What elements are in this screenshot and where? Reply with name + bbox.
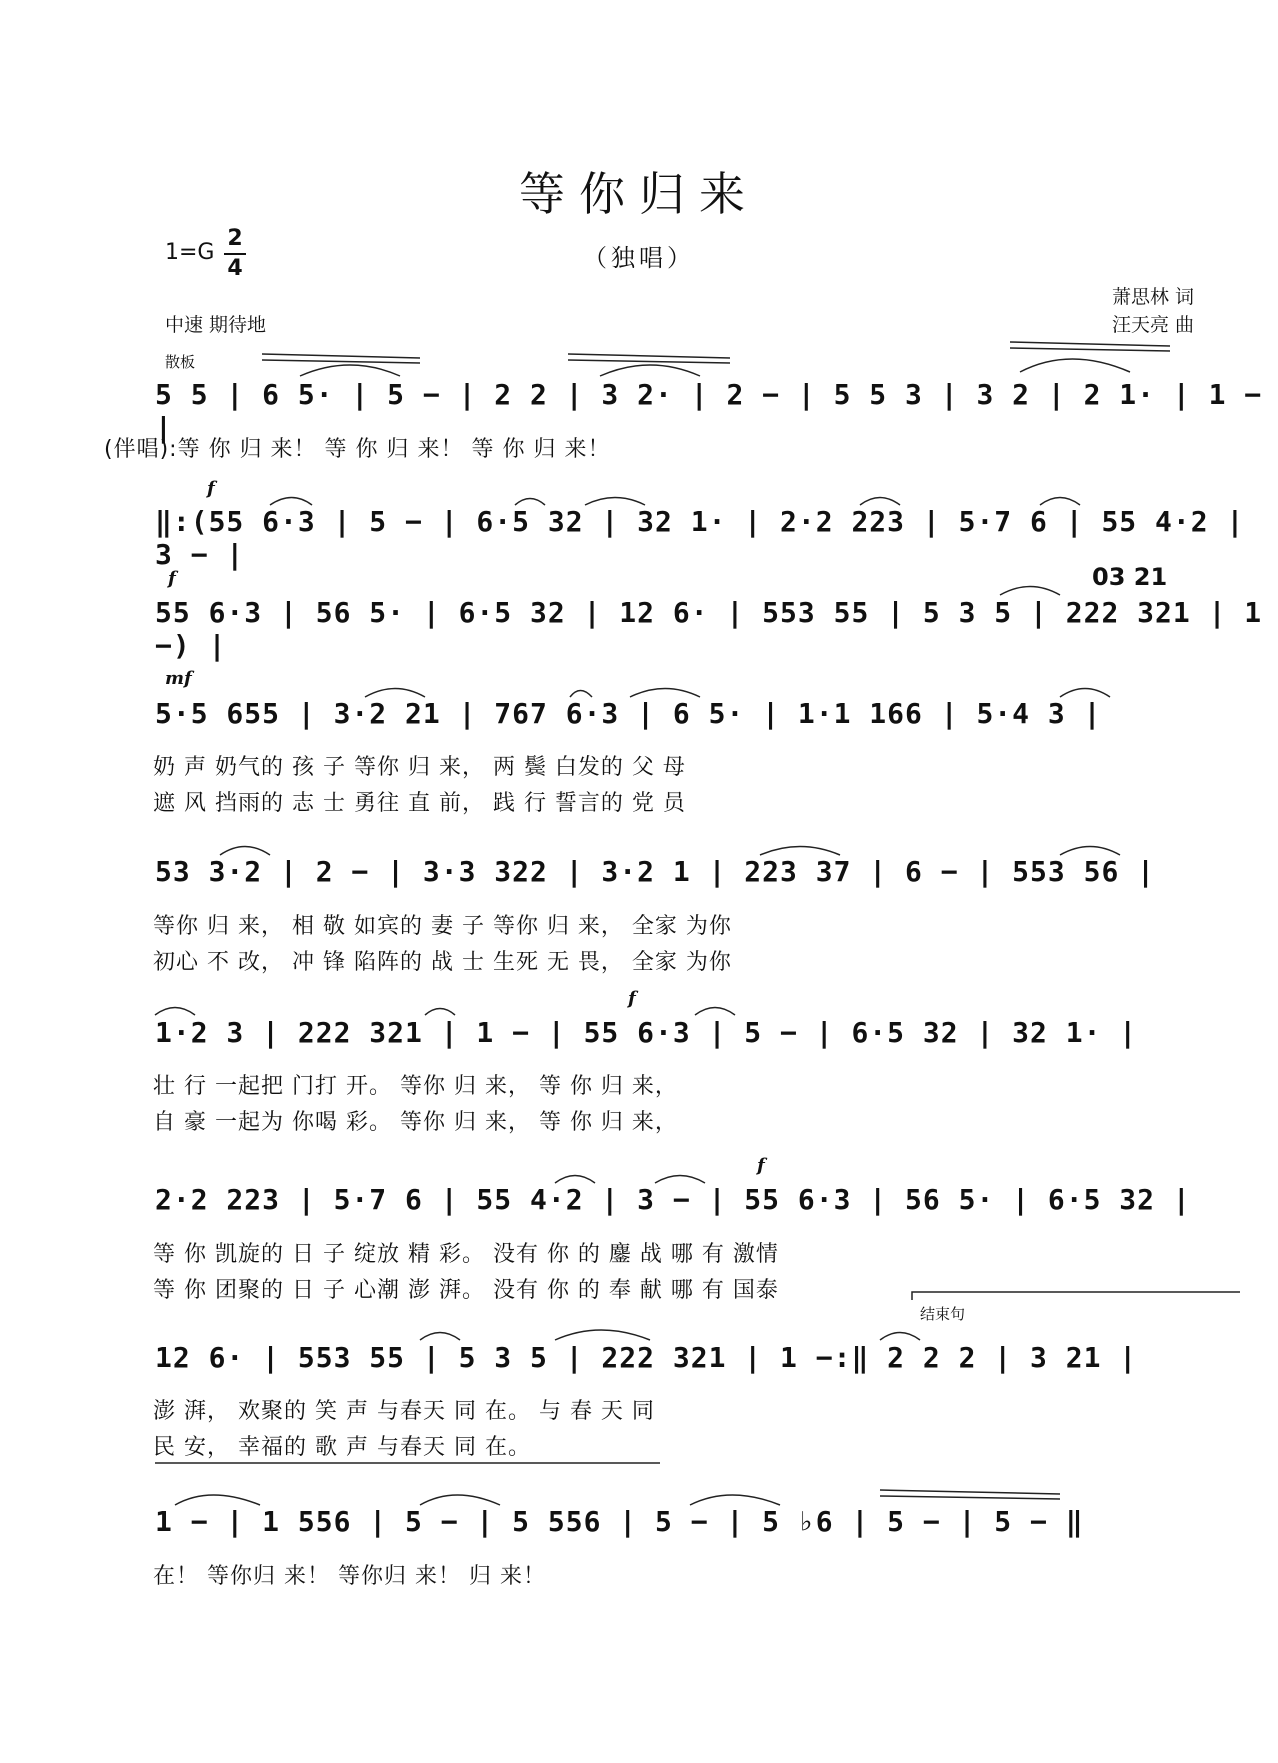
slur: [420, 1495, 500, 1505]
ending-notes: 03 21: [1092, 563, 1168, 591]
lyric-line-4a: 奶 声 奶气的 孩 子 等你 归 来， 两 鬓 白发的 父 母: [153, 755, 686, 780]
notation-line-1: 5 5 | 6 5· | 5 − | 2 2 | 3 2· | 2 − | 5 5 3 | 3 2 | 2 1· | 1 − |: [155, 378, 1263, 444]
slur: [1060, 847, 1120, 856]
coda-bracket: [912, 1292, 1240, 1300]
dynamic-mark-mf: mf: [165, 668, 192, 689]
slur: [1000, 587, 1060, 596]
lyric-line-8a: 澎 湃， 欢聚的 笑 声 与春天 同 在。 与 春 天 同: [153, 1399, 655, 1424]
slur: [175, 1495, 260, 1505]
slur: [270, 498, 312, 506]
meter-top: 2: [227, 226, 243, 251]
fermata-line: [1010, 348, 1170, 351]
notation-line-4: 5·5 655 | 3·2 21 | 767 6·3 | 6 5· | 1·1 166 | 5·4 3 |: [155, 697, 1102, 730]
fermata-line: [1010, 342, 1170, 346]
slur: [555, 1176, 595, 1184]
slur: [880, 1333, 920, 1341]
lyric-line-1: (伴唱):等 你 归 来！ 等 你 归 来！ 等 你 归 来！: [104, 437, 611, 462]
fermata-line: [262, 360, 420, 363]
slur: [155, 1008, 195, 1016]
song-subtitle: （独唱）: [583, 244, 695, 272]
composer-credit: 汪天亮 曲: [1112, 314, 1195, 336]
fermata-line: [568, 354, 730, 358]
lyric-line-6b: 自 豪 一起为 你喝 彩。 等你 归 来， 等 你 归 来，: [153, 1110, 678, 1135]
coda-label: 结束句: [920, 1305, 966, 1323]
notation-line-2: ‖:(55 6·3 | 5 − | 6·5 32 | 32 1· | 2·2 223 | 5·7 6 | 55 4·2 | 3 − |: [155, 505, 1245, 571]
lyric-line-7a: 等 你 凯旋的 日 子 绽放 精 彩。 没有 你 的 鏖 战 哪 有 激情: [153, 1242, 779, 1267]
lyric-line-7b: 等 你 团聚的 日 子 心潮 澎 湃。 没有 你 的 奉 献 哪 有 国泰: [153, 1278, 779, 1303]
notation-line-9: 1 − | 1 556 | 5 − | 5 556 | 5 − | 5 ♭6 | 5 − | 5 − ‖: [155, 1505, 1084, 1538]
dynamic-mark-f: f: [168, 568, 176, 589]
fermata-line: [880, 1496, 1060, 1499]
slur: [425, 1009, 455, 1016]
slur: [1020, 359, 1130, 372]
slur: [555, 1330, 650, 1340]
slur: [300, 365, 400, 376]
lyric-line-6a: 壮 行 一起把 门打 开。 等你 归 来， 等 你 归 来，: [153, 1074, 678, 1099]
slur: [220, 847, 270, 856]
notation-line-8: 12 6· | 553 55 | 5 3 5 | 222 321 | 1 −:‖ 2 2 2 | 3 21 |: [155, 1341, 1138, 1374]
slur: [600, 365, 700, 376]
tempo-marking: 中速 期待地: [165, 314, 267, 336]
slur: [695, 1008, 735, 1016]
fermata-line: [568, 360, 730, 363]
slur: [655, 1176, 705, 1184]
slur: [365, 689, 425, 698]
notation-line-5: 53 3·2 | 2 − | 3·3 322 | 3·2 1 | 223 37 | 6 − | 553 56 |: [155, 855, 1156, 888]
song-title: 等你归来: [519, 167, 759, 221]
meter-bottom: 4: [227, 256, 243, 281]
notation-line-6: 1·2 3 | 222 321 | 1 − | 55 6·3 | 5 − | 6·5 32 | 32 1· |: [155, 1016, 1138, 1049]
fermata-line: [262, 354, 420, 358]
fermata-line: [880, 1490, 1060, 1494]
lyric-line-5a: 等你 归 来， 相 敬 如宾的 妻 子 等你 归 来， 全家 为你: [153, 914, 732, 939]
slur: [760, 847, 840, 856]
lyric-line-9: 在！ 等你归 来！ 等你归 来！ 归 来！: [153, 1564, 546, 1589]
key-signature: 1=G: [165, 240, 215, 265]
lyricist-credit: 萧思林 词: [1112, 286, 1195, 308]
slur: [585, 498, 645, 506]
dynamic-mark-f: f: [628, 988, 636, 1009]
slur: [860, 498, 900, 506]
dynamic-mark-f: f: [207, 478, 215, 499]
time-signature: [224, 226, 246, 282]
slur: [1060, 689, 1110, 698]
free-tempo-marking: 散板: [165, 353, 196, 371]
lyric-line-5b: 初心 不 改， 冲 锋 陷阵的 战 士 生死 无 畏， 全家 为你: [153, 950, 732, 975]
dynamic-mark-f: f: [757, 1155, 765, 1176]
slur: [630, 689, 700, 698]
slur: [1040, 498, 1080, 506]
slur: [420, 1333, 460, 1341]
notation-line-3: 55 6·3 | 56 5· | 6·5 32 | 12 6· | 553 55 | 5 3 5 | 222 321 | 1 −) |: [155, 596, 1263, 662]
notation-line-7: 2·2 223 | 5·7 6 | 55 4·2 | 3 − | 55 6·3 | 56 5· | 6·5 32 |: [155, 1183, 1191, 1216]
slur: [690, 1495, 780, 1505]
lyric-line-8b: 民 安， 幸福的 歌 声 与春天 同 在。: [153, 1435, 531, 1460]
lyric-line-4b: 遮 风 挡雨的 志 士 勇往 直 前， 践 行 誓言的 党 员: [153, 791, 686, 816]
